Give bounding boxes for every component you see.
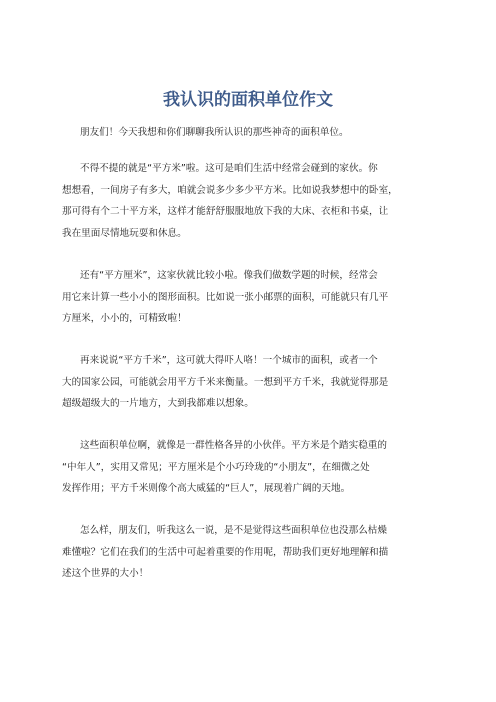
paragraph-line: 我在里面尽情地玩耍和休息。	[62, 227, 187, 239]
paragraph-2	[62, 158, 442, 244]
paragraph-3	[62, 265, 442, 330]
paragraph-line: 方厘米，小小的，可精致啦！	[62, 313, 187, 324]
paragraph-4	[62, 350, 442, 415]
paragraph-line: 朋友们！今天我想和你们聊聊我所认识的那些神奇的面积单位。	[80, 127, 349, 138]
paragraph-line: 用它来计算一些小小的图形面积。比如说一张小邮票的面积，可能就只有几平	[62, 291, 389, 303]
paragraph-line: 发挥作用；平方千米则像个高大威猛的“巨人”，展现着广阔的天地。	[62, 483, 351, 494]
paragraph-line: 想想看，一间房子有多大，咱就会说多少多少平方米。比如说我梦想中的卧室，	[62, 184, 398, 196]
paragraph-line: 这些面积单位啊，就像是一群性格各异的小伙伴。平方米是个踏实稳重的	[80, 440, 387, 451]
paragraph-line: “中年人”，实用又常见；平方厘米是个小巧玲珑的“小朋友”，在细微之处	[62, 461, 370, 473]
paragraph-line: 还有“平方厘米”，这家伙就比较小啦。像我们做数学题的时候，经常会	[80, 270, 378, 281]
paragraph-5	[62, 435, 442, 500]
paragraph-line: 难懂啦？它们在我们的生活中可起着重要的作用呢，帮助我们更好地理解和描	[62, 546, 389, 558]
paragraph-line: 不得不提的就是“平方米”啦。这可是咱们生活中经常会碰到的家伙。你	[80, 163, 378, 174]
paragraph-6	[62, 520, 442, 585]
paragraph-line: 大的国家公园，可能就会用平方千米来衡量。一想到平方千米，我就觉得那是	[62, 376, 389, 388]
paragraph-line: 述这个世界的大小！	[62, 568, 149, 579]
document-title: 我认识的面积单位作文	[163, 90, 333, 110]
paragraph-line: 再来说说“平方千米”，这可就大得吓人咯！一个城市的面积，或者一个	[80, 355, 378, 366]
paragraph-line: 怎么样，朋友们，听我这么一说，是不是觉得这些面积单位也没那么枯燥	[80, 525, 387, 536]
paragraph-line: 超级超级大的一片地方，大到我都难以想象。	[62, 398, 254, 409]
paragraph-1	[62, 122, 442, 144]
paragraph-line: 那可得有个二十平方米，这样才能舒舒服服地放下我的大床、衣柜和书桌，让	[62, 206, 389, 217]
